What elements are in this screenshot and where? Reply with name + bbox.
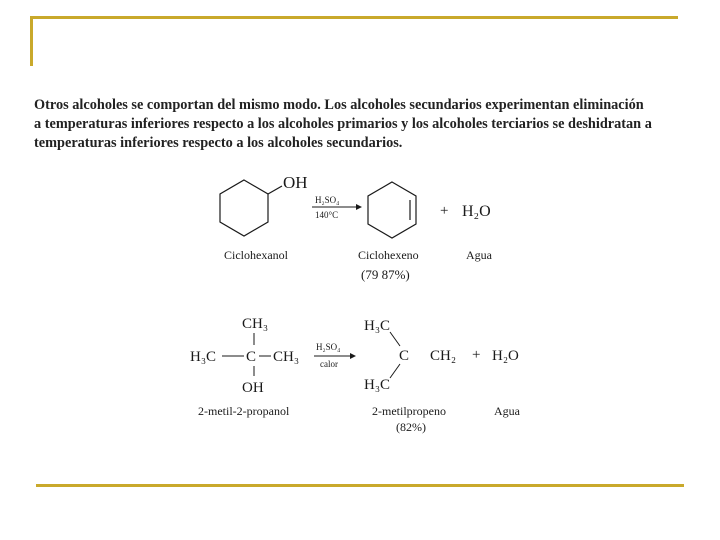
reagent2-top: H₂SO₄ [316,342,341,352]
product-methyl-bottom-label: H₃C [364,377,391,393]
intro-line-3: temperaturas inferiores respecto a los alcoholes secundarios. [34,135,403,151]
cyclohexanol-structure [220,180,282,236]
methyl-top-label: CH₃ [242,316,269,332]
water-formula-1: H₂O [462,203,491,220]
cyclohexanol-name: Ciclohexanol [224,248,288,262]
hydroxyl-label: OH [283,173,308,192]
central-carbon-label: C [246,349,257,365]
plus-sign-2: + [472,347,481,363]
product2-name: 2-metilpropeno [372,404,446,418]
intro-line-1: Otros alcoholes se comportan del mismo modo. Los alcoholes secundarios experimentan eliminación [34,97,644,113]
reagent1-top: H₂SO₄ [315,195,340,205]
plus-sign-1: + [440,203,449,219]
methylene-label: CH₂ [430,348,457,364]
water-name-1: Agua [466,248,492,262]
reagent1-bottom: 140°C [315,210,339,220]
product-bond-top [390,332,400,346]
water-formula-2: H₂O [492,348,519,364]
reactant2-name: 2-metil-2-propanol [198,404,290,418]
product-methyl-top-label: H₃C [364,318,391,334]
product-bond-bottom [390,364,400,378]
product-carbon-label: C [399,348,410,364]
reagent2-bottom: calor [320,359,338,369]
hydroxyl-label-2: OH [242,380,264,396]
water-name-2: Agua [494,404,520,418]
yield-2: (82%) [396,420,426,434]
methyl-right-label: CH₃ [273,349,300,365]
yield-1: (79 87%) [361,267,410,282]
cyclohexene-structure [368,182,416,238]
cyclohexene-name: Ciclohexeno [358,248,419,262]
methyl-left-label: H₃C [190,349,217,365]
intro-line-2: a temperaturas inferiores respecto a los alcoholes primarios y los alcoholes terciarios se deshidratan a [34,116,652,132]
